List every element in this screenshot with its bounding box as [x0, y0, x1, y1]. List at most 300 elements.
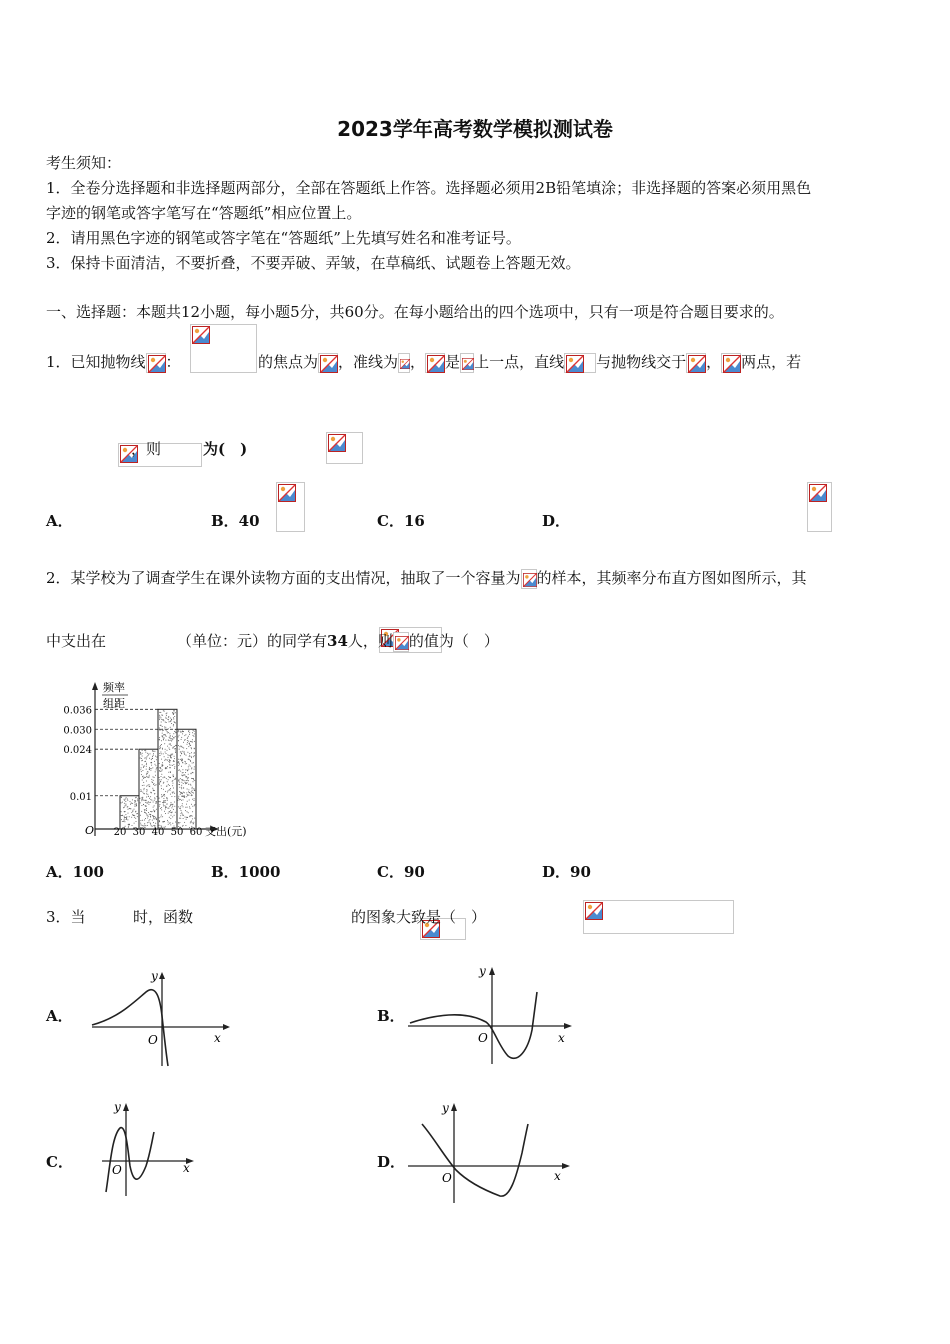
bar-texture-dot: [194, 818, 195, 819]
bar-texture-dot: [182, 805, 183, 806]
bar-texture-dot: [181, 787, 182, 788]
bar-texture-dot: [190, 766, 191, 767]
bar-texture-dot: [159, 771, 160, 772]
bar-texture-dot: [187, 769, 188, 770]
bar-texture-dot: [155, 823, 156, 824]
bar-texture-dot: [163, 730, 164, 731]
formula-image-icon: [276, 482, 305, 532]
bar-texture-dot: [160, 752, 161, 753]
bar-texture-dot: [147, 818, 148, 819]
bar-texture-dot: [181, 760, 182, 761]
q2-option-d[interactable]: D．90: [542, 863, 591, 881]
bar-texture-dot: [153, 776, 154, 777]
bar-texture-dot: [161, 776, 162, 777]
bar-texture-dot: [171, 804, 172, 805]
bar-texture-dot: [173, 737, 174, 738]
bar-texture-dot: [150, 768, 151, 769]
bar-texture-dot: [167, 792, 168, 793]
bar-texture-dot: [189, 792, 190, 793]
bar-texture-dot: [193, 822, 194, 823]
graph-option-b[interactable]: [404, 960, 576, 1068]
bar-texture-dot: [165, 800, 166, 801]
bar-texture-dot: [155, 803, 156, 804]
bar-texture-dot: [159, 779, 160, 780]
bar-texture-dot: [183, 775, 184, 776]
q1-option-b[interactable]: B．40: [211, 512, 260, 530]
bar-texture-dot: [191, 821, 192, 822]
bar-texture-dot: [186, 776, 187, 777]
y-label-top: 频率: [103, 681, 125, 694]
bar-texture-dot: [169, 744, 170, 745]
bar-texture-dot: [145, 777, 146, 778]
bar-texture-dot: [146, 786, 147, 787]
bar-texture-dot: [184, 752, 185, 753]
bar-texture-dot: [186, 796, 187, 797]
bar-texture-dot: [135, 805, 136, 806]
bar-texture-dot: [184, 792, 185, 793]
x-axis-label: x: [558, 1031, 565, 1045]
bar-texture-dot: [190, 821, 191, 822]
bar-texture-dot: [170, 718, 171, 719]
formula-image-icon: [721, 353, 741, 373]
bar-texture-dot: [184, 735, 185, 736]
bar-texture-dot: [155, 798, 156, 799]
bar-texture-dot: [140, 802, 141, 803]
formula-image-icon: [807, 482, 832, 532]
bar-texture-dot: [142, 792, 143, 793]
bar-texture-dot: [164, 811, 165, 812]
bar-texture-dot: [181, 766, 182, 767]
bar-texture-dot: [165, 802, 166, 803]
bar-texture-dot: [169, 740, 170, 741]
bar-texture-dot: [192, 763, 193, 764]
bar-texture-dot: [161, 759, 162, 760]
bar-texture-dot: [140, 754, 141, 755]
bar-texture-dot: [141, 758, 142, 759]
bar-texture-dot: [191, 747, 192, 748]
bar-texture-dot: [160, 747, 161, 748]
bar-texture-dot: [166, 722, 167, 723]
bar-texture-dot: [151, 759, 152, 760]
q1-option-c[interactable]: C．16: [377, 512, 425, 530]
bar-texture-dot: [153, 822, 154, 823]
bar-texture-dot: [192, 795, 193, 796]
bar-texture-dot: [175, 736, 176, 737]
bar-texture-dot: [136, 804, 137, 805]
bar-texture-dot: [159, 804, 160, 805]
q2-option-a[interactable]: A．100: [46, 863, 104, 881]
bar-texture-dot: [121, 819, 122, 820]
bar-texture-dot: [164, 738, 165, 739]
bar-texture-dot: [168, 776, 169, 777]
bar-texture-dot: [163, 720, 164, 721]
bar-texture-dot: [144, 765, 145, 766]
question-1-line-2b: 为( ): [203, 440, 248, 458]
bar-texture-dot: [141, 800, 142, 801]
bar-texture-dot: [141, 824, 142, 825]
bar-texture-dot: [142, 780, 143, 781]
bar-texture-dot: [193, 756, 194, 757]
bar-texture-dot: [173, 760, 174, 761]
bar-texture-dot: [152, 751, 153, 752]
bar-texture-dot: [159, 716, 160, 717]
bar-texture-dot: [159, 712, 160, 713]
bar-texture-dot: [167, 781, 168, 782]
question-3-line-1b: 时，函数: [133, 908, 194, 926]
bar-texture-dot: [124, 817, 125, 818]
bar-texture-dot: [153, 780, 154, 781]
section-heading: 一、选择题：本题共12小题，每小题5分，共60分。在每小题给出的四个选项中，只有一项是符合题目要求的。: [46, 303, 784, 321]
bar-texture-dot: [187, 801, 188, 802]
bar-texture-dot: [190, 822, 191, 823]
bar-texture-dot: [172, 783, 173, 784]
bar-texture-dot: [189, 743, 190, 744]
bar-texture-dot: [146, 789, 147, 790]
bar-texture-dot: [166, 715, 167, 716]
bar-texture-dot: [152, 767, 153, 768]
x-axis-label: x: [214, 1031, 221, 1045]
bar-texture-dot: [135, 804, 136, 805]
question-2-line-1: 2．某学校为了调查学生在课外读物方面的支出情况，抽取了一个容量为 的样本，其频率分布直方图如图所示，其: [46, 569, 807, 587]
bar-texture-dot: [169, 785, 170, 786]
bar-texture-dot: [125, 804, 126, 805]
bar-texture-dot: [156, 769, 157, 770]
bar-texture-dot: [150, 770, 151, 771]
bar-texture-dot: [185, 807, 186, 808]
bar-texture-dot: [159, 729, 160, 730]
x-axis-label: 支出(元): [205, 825, 247, 838]
bar-texture-dot: [135, 801, 136, 802]
q2-option-c[interactable]: C．90: [377, 863, 425, 881]
bar-texture-dot: [156, 801, 157, 802]
bar-texture-dot: [142, 753, 143, 754]
bar-texture-dot: [172, 739, 173, 740]
bar-texture-dot: [179, 735, 180, 736]
bar-texture-dot: [194, 804, 195, 805]
bar-texture-dot: [164, 756, 165, 757]
bar-texture-dot: [179, 808, 180, 809]
q1-option-d[interactable]: D．: [542, 512, 571, 530]
bar-texture-dot: [159, 825, 160, 826]
formula-image-icon: [521, 569, 537, 589]
bar-texture-dot: [172, 748, 173, 749]
bar-texture-dot: [159, 737, 160, 738]
bar-texture-dot: [174, 746, 175, 747]
bar-texture-dot: [190, 741, 191, 742]
bar-texture-dot: [156, 768, 157, 769]
bar-texture-dot: [164, 777, 165, 778]
bar-texture-dot: [179, 822, 180, 823]
bar-texture-dot: [188, 812, 189, 813]
x-tick-label: 50: [170, 827, 184, 838]
bar-texture-dot: [162, 715, 163, 716]
bar-texture-dot: [127, 800, 128, 801]
bar-texture-dot: [130, 808, 131, 809]
bar-texture-dot: [173, 714, 174, 715]
bar-texture-dot: [175, 779, 176, 780]
bar-texture-dot: [165, 759, 166, 760]
bar-texture-dot: [191, 767, 192, 768]
bar-texture-dot: [142, 760, 143, 761]
bar-texture-dot: [191, 752, 192, 753]
bar-texture-dot: [186, 780, 187, 781]
bar-texture-dot: [153, 817, 154, 818]
x-axis-label: x: [554, 1169, 561, 1183]
bar-texture-dot: [165, 740, 166, 741]
bar-texture-dot: [174, 768, 175, 769]
bar-texture-dot: [143, 776, 144, 777]
bar-texture-dot: [188, 731, 189, 732]
bar-texture-dot: [149, 819, 150, 820]
bar-texture-dot: [154, 783, 155, 784]
graph-option-d[interactable]: [404, 1098, 576, 1208]
bar-texture-dot: [185, 783, 186, 784]
x-tick-label: 30: [132, 827, 146, 838]
bar-texture-dot: [166, 753, 167, 754]
bar-texture-dot: [154, 816, 155, 817]
bar-texture-dot: [180, 746, 181, 747]
bar-texture-dot: [194, 769, 195, 770]
formula-image-icon: [583, 900, 734, 934]
bar-texture-dot: [168, 732, 169, 733]
bar-texture-dot: [154, 785, 155, 786]
bar-texture-dot: [143, 782, 144, 783]
bar-texture-dot: [192, 792, 193, 793]
bar-texture-dot: [153, 790, 154, 791]
bar-texture-dot: [168, 822, 169, 823]
bar-texture-dot: [149, 814, 150, 815]
bar-texture-dot: [166, 767, 167, 768]
bar-texture-dot: [163, 777, 164, 778]
bar-texture-dot: [168, 808, 169, 809]
bar-texture-dot: [141, 805, 142, 806]
bar-texture-dot: [164, 802, 165, 803]
bar-texture-dot: [193, 823, 194, 824]
bar-texture-dot: [174, 710, 175, 711]
question-1-line-1b: 的焦点为 ，准线为 ， 是 上一点，直线 与抛物线交于 ， 两点，若: [258, 353, 802, 371]
bar-texture-dot: [153, 753, 154, 754]
bar-texture-dot: [141, 771, 142, 772]
graph-option-a[interactable]: [78, 968, 238, 1068]
bar-texture-dot: [144, 810, 145, 811]
bar-texture-dot: [170, 810, 171, 811]
bar-texture-dot: [162, 726, 163, 727]
bar-texture-dot: [159, 821, 160, 822]
bar-texture-dot: [173, 710, 174, 711]
q2-option-b[interactable]: B．1000: [211, 863, 281, 881]
bar-texture-dot: [170, 771, 171, 772]
y-axis-label: y: [151, 969, 158, 983]
bar-texture-dot: [178, 798, 179, 799]
bar-texture-dot: [186, 819, 187, 820]
bar-texture-dot: [149, 767, 150, 768]
bar-texture-dot: [190, 761, 191, 762]
bar-texture-dot: [181, 788, 182, 789]
bar-texture-dot: [153, 810, 154, 811]
bar-texture-dot: [150, 799, 151, 800]
bar-texture-dot: [188, 746, 189, 747]
bar-texture-dot: [192, 822, 193, 823]
bar-texture-dot: [124, 800, 125, 801]
bar-texture-dot: [123, 807, 124, 808]
bar-texture-dot: [137, 800, 138, 801]
bar-texture-dot: [185, 772, 186, 773]
bar-texture-dot: [182, 772, 183, 773]
bar-texture-dot: [174, 815, 175, 816]
bar-texture-dot: [187, 744, 188, 745]
bar-texture-dot: [156, 784, 157, 785]
bar-texture-dot: [146, 810, 147, 811]
bar-texture-dot: [128, 827, 129, 828]
bar-texture-dot: [189, 806, 190, 807]
bar-texture-dot: [173, 733, 174, 734]
bar-texture-dot: [193, 762, 194, 763]
bar-texture-dot: [142, 825, 143, 826]
bar-texture-dot: [182, 815, 183, 816]
bar-texture-dot: [178, 800, 179, 801]
bar-texture-dot: [173, 788, 174, 789]
bar-texture-dot: [135, 802, 136, 803]
bar-texture-dot: [161, 815, 162, 816]
bar-texture-dot: [185, 782, 186, 783]
bar-texture-dot: [193, 778, 194, 779]
bar-texture-dot: [133, 815, 134, 816]
bar-texture-dot: [164, 796, 165, 797]
bar-texture-dot: [143, 804, 144, 805]
bar-texture-dot: [178, 806, 179, 807]
notice-line-1a: 1．全卷分选择题和非选择题两部分，全部在答题纸上作答。选择题必须用2B铅笔填涂；非选择题的答案必须用黑色: [46, 179, 812, 197]
bar-texture-dot: [189, 755, 190, 756]
bar-texture-dot: [151, 779, 152, 780]
bar-texture-dot: [132, 825, 133, 826]
bar-texture-dot: [146, 774, 147, 775]
bar-texture-dot: [140, 758, 141, 759]
bar-texture-dot: [166, 807, 167, 808]
bar-texture-dot: [186, 748, 187, 749]
bar-texture-dot: [185, 782, 186, 783]
bar-texture-dot: [142, 750, 143, 751]
bar-texture-dot: [165, 749, 166, 750]
bar-texture-dot: [172, 754, 173, 755]
bar-texture-dot: [192, 742, 193, 743]
q3-option-b[interactable]: B．: [377, 1007, 405, 1025]
bar-texture-dot: [189, 765, 190, 766]
q3-option-c[interactable]: C．: [46, 1153, 73, 1171]
bar-texture-dot: [193, 779, 194, 780]
bar-texture-dot: [141, 797, 142, 798]
bar-texture-dot: [179, 784, 180, 785]
bar-texture-dot: [172, 806, 173, 807]
bar-texture-dot: [189, 800, 190, 801]
bar-texture-dot: [143, 789, 144, 790]
bar-texture-dot: [171, 802, 172, 803]
bar-texture-dot: [193, 772, 194, 773]
bar-texture-dot: [178, 745, 179, 746]
formula-image-icon: [686, 353, 706, 373]
bar-texture-dot: [159, 783, 160, 784]
bar-texture-dot: [121, 815, 122, 816]
bar-texture-dot: [168, 824, 169, 825]
bar-texture-dot: [159, 777, 160, 778]
bar-texture-dot: [140, 823, 141, 824]
bar-texture-dot: [159, 748, 160, 749]
bar-texture-dot: [168, 772, 169, 773]
q3-option-d[interactable]: D．: [377, 1153, 406, 1171]
bar-texture-dot: [175, 751, 176, 752]
bar-texture-dot: [164, 760, 165, 761]
bar-texture-dot: [184, 780, 185, 781]
bar-texture-dot: [170, 738, 171, 739]
bar-texture-dot: [181, 758, 182, 759]
bar-texture-dot: [145, 800, 146, 801]
bar-texture-dot: [169, 759, 170, 760]
bar-texture-dot: [163, 789, 164, 790]
bar-texture-dot: [171, 738, 172, 739]
bar-texture-dot: [181, 775, 182, 776]
bar-texture-dot: [147, 803, 148, 804]
bar-texture-dot: [168, 740, 169, 741]
bar-texture-dot: [191, 757, 192, 758]
bar-texture-dot: [171, 796, 172, 797]
bar-texture-dot: [167, 804, 168, 805]
bar-texture-dot: [134, 817, 135, 818]
bar-texture-dot: [173, 774, 174, 775]
bar-texture-dot: [146, 806, 147, 807]
bar-texture-dot: [167, 750, 168, 751]
bar-texture-dot: [178, 740, 179, 741]
bar-texture-dot: [163, 710, 164, 711]
graph-option-c[interactable]: [98, 1096, 198, 1200]
bar-texture-dot: [170, 818, 171, 819]
bar-texture-dot: [188, 774, 189, 775]
bar-texture-dot: [184, 774, 185, 775]
bar-texture-dot: [132, 810, 133, 811]
bar-texture-dot: [166, 786, 167, 787]
bar-texture-dot: [165, 722, 166, 723]
bar-texture-dot: [122, 815, 123, 816]
bar-texture-dot: [179, 791, 180, 792]
q1-option-a[interactable]: A．: [46, 512, 73, 530]
bar-texture-dot: [190, 793, 191, 794]
bar-texture-dot: [162, 769, 163, 770]
bar-texture-dot: [154, 777, 155, 778]
bar-texture-dot: [126, 816, 127, 817]
bar-texture-dot: [173, 713, 174, 714]
bar-texture-dot: [156, 796, 157, 797]
formula-image-icon: [146, 353, 166, 373]
bar-texture-dot: [131, 803, 132, 804]
bar-texture-dot: [140, 798, 141, 799]
bar-texture-dot: [126, 805, 127, 806]
bar-texture-dot: [155, 771, 156, 772]
y-axis-label: y: [479, 964, 486, 978]
bar-texture-dot: [183, 825, 184, 826]
bar-texture-dot: [161, 796, 162, 797]
bar-texture-dot: [170, 805, 171, 806]
bar-texture-dot: [134, 815, 135, 816]
bar-texture-dot: [172, 712, 173, 713]
bar-texture-dot: [185, 775, 186, 776]
bar-texture-dot: [188, 789, 189, 790]
bar-texture-dot: [172, 823, 173, 824]
q3-option-a[interactable]: A．: [46, 1007, 73, 1025]
bar-texture-dot: [169, 762, 170, 763]
bar-texture-dot: [162, 749, 163, 750]
bar-texture-dot: [140, 769, 141, 770]
formula-image-icon: [326, 432, 363, 464]
bar-texture-dot: [183, 799, 184, 800]
notice-line-2: 2．请用黑色字迹的钢笔或答字笔在“答题纸”上先填写姓名和准考证号。: [46, 229, 521, 247]
